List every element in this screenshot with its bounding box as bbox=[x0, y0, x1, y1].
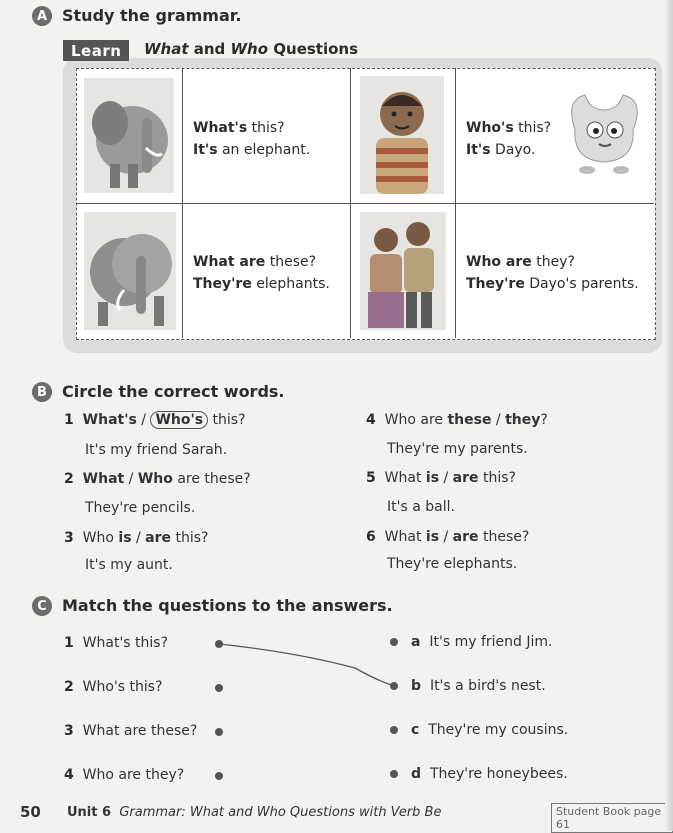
cell-question-bold: Who's bbox=[466, 120, 514, 136]
answer-text: They're my cousins. bbox=[428, 722, 569, 738]
elephants-image bbox=[84, 212, 176, 330]
answer-text: They're honeybees. bbox=[429, 766, 568, 782]
question-text: Who are they? bbox=[82, 767, 185, 783]
option-is[interactable]: is bbox=[118, 530, 132, 546]
match-answer-d bbox=[411, 766, 568, 782]
item-number: 4 bbox=[64, 767, 74, 783]
table-divider bbox=[76, 203, 654, 204]
mascot-image bbox=[555, 80, 653, 178]
option-whats[interactable]: What's bbox=[82, 412, 137, 428]
exercise-b-5 bbox=[366, 470, 516, 486]
exercise-b-6-answer: They're elephants. bbox=[387, 556, 518, 572]
grammar-cell-4 bbox=[466, 251, 639, 295]
cell-question-bold: What are bbox=[193, 254, 266, 270]
exercise-b-2-answer: They're pencils. bbox=[85, 500, 196, 516]
cell-question-rest: these? bbox=[265, 254, 317, 270]
learn-title-and: and bbox=[188, 40, 231, 58]
exercise-b-2 bbox=[64, 471, 251, 487]
match-question-2 bbox=[64, 679, 163, 695]
learn-title-who: Who bbox=[230, 40, 269, 58]
learn-title-what: What bbox=[144, 40, 189, 58]
exercise-b-5-answer: It's a ball. bbox=[387, 499, 455, 515]
item-number: 5 bbox=[366, 470, 376, 486]
exercise-b-6 bbox=[366, 529, 529, 545]
cell-question-rest: this? bbox=[247, 120, 285, 136]
item-number: 3 bbox=[64, 530, 74, 546]
match-line bbox=[215, 638, 400, 692]
option-separator: / bbox=[491, 412, 506, 428]
exercise-b-4-answer: They're my parents. bbox=[387, 441, 528, 457]
option-separator: / bbox=[131, 530, 146, 546]
option-who[interactable]: Who bbox=[137, 471, 173, 487]
answer-letter: b bbox=[411, 678, 422, 694]
match-dot-q3[interactable] bbox=[215, 728, 223, 736]
cell-answer-rest: an elephant. bbox=[217, 142, 311, 158]
item-number: 2 bbox=[64, 679, 74, 695]
item-number: 2 bbox=[64, 471, 74, 487]
item-number: 3 bbox=[64, 723, 74, 739]
cell-answer-bold: It's bbox=[466, 142, 491, 158]
match-answer-c bbox=[411, 722, 568, 738]
section-c-title: Match the questions to the answers. bbox=[62, 596, 393, 615]
item-number: 6 bbox=[366, 529, 376, 545]
unit-label: Unit 6 bbox=[67, 805, 112, 820]
item-number: 1 bbox=[64, 635, 74, 651]
grammar-cell-1 bbox=[193, 117, 310, 161]
answer-letter: d bbox=[411, 766, 422, 782]
elephant-image bbox=[84, 78, 174, 193]
option-whos[interactable]: Who's bbox=[150, 411, 208, 429]
question-rest: this? bbox=[171, 530, 209, 546]
question-rest: ? bbox=[540, 412, 548, 428]
cell-question-bold: What's bbox=[193, 120, 248, 136]
cell-answer-rest: Dayo. bbox=[490, 142, 536, 158]
option-is[interactable]: is bbox=[425, 470, 440, 486]
question-start: Who are bbox=[384, 412, 448, 428]
answer-letter: c bbox=[411, 722, 420, 738]
question-rest: these? bbox=[478, 529, 530, 545]
option-are[interactable]: are bbox=[145, 530, 172, 546]
question-text: Who's this? bbox=[82, 679, 163, 695]
answer-text: It's my friend Jim. bbox=[429, 634, 553, 650]
option-separator: / bbox=[439, 529, 453, 545]
dayo-boy-image bbox=[360, 76, 444, 194]
exercise-b-1 bbox=[64, 412, 246, 428]
option-what[interactable]: What bbox=[82, 471, 125, 487]
page-edge bbox=[665, 0, 673, 831]
answer-text: It's a bird's nest. bbox=[429, 678, 546, 694]
question-text: What are these? bbox=[82, 723, 198, 739]
section-a-badge: A bbox=[32, 6, 52, 26]
cell-question-bold: Who are bbox=[466, 254, 532, 270]
learn-tab: Learn bbox=[63, 40, 129, 61]
cell-answer-bold: They're bbox=[193, 276, 252, 292]
option-separator: / bbox=[136, 412, 151, 428]
match-dot-q4[interactable] bbox=[215, 772, 223, 780]
match-answer-a bbox=[411, 634, 552, 650]
option-is[interactable]: is bbox=[425, 529, 440, 545]
match-question-4 bbox=[64, 767, 184, 783]
parents-image bbox=[360, 212, 446, 330]
item-number: 4 bbox=[366, 412, 376, 428]
match-question-1 bbox=[64, 635, 168, 651]
section-b-title: Circle the correct words. bbox=[62, 382, 285, 401]
question-text: What's this? bbox=[82, 635, 169, 651]
cell-answer-bold: It's bbox=[193, 142, 218, 158]
item-number: 1 bbox=[64, 412, 74, 428]
question-rest: this? bbox=[478, 470, 516, 486]
cell-answer-rest: Dayo's parents. bbox=[524, 276, 639, 292]
exercise-b-1-answer: It's my friend Sarah. bbox=[85, 442, 228, 458]
grammar-cell-3 bbox=[193, 251, 330, 295]
question-rest: are these? bbox=[172, 471, 251, 487]
cell-answer-bold: They're bbox=[466, 276, 525, 292]
section-c-badge: C bbox=[32, 596, 52, 616]
section-b-badge: B bbox=[32, 382, 52, 402]
learn-title bbox=[144, 40, 358, 58]
option-separator: / bbox=[439, 470, 453, 486]
option-are[interactable]: are bbox=[452, 529, 479, 545]
match-answer-b bbox=[411, 678, 546, 694]
option-these[interactable]: these bbox=[447, 412, 492, 428]
match-dot-c[interactable] bbox=[390, 726, 398, 734]
learn-title-rest: Questions bbox=[268, 40, 359, 58]
cell-question-rest: this? bbox=[513, 120, 552, 136]
grammar-cell-2 bbox=[466, 117, 551, 161]
question-start: Who bbox=[82, 530, 119, 546]
page-number: 50 bbox=[20, 803, 41, 821]
section-a-title: Study the grammar. bbox=[62, 6, 242, 25]
exercise-b-3 bbox=[64, 530, 208, 546]
question-start: What bbox=[384, 470, 426, 486]
footer-unit bbox=[67, 805, 441, 820]
match-dot-d[interactable] bbox=[390, 770, 398, 778]
student-book-reference: Student Book page 61 bbox=[551, 803, 673, 833]
option-are[interactable]: are bbox=[452, 470, 479, 486]
match-question-3 bbox=[64, 723, 197, 739]
option-they[interactable]: they bbox=[505, 412, 541, 428]
option-separator: / bbox=[124, 471, 138, 487]
cell-question-rest: they? bbox=[531, 254, 575, 270]
exercise-b-4 bbox=[366, 412, 548, 428]
exercise-b-3-answer: It's my aunt. bbox=[85, 557, 173, 573]
answer-letter: a bbox=[411, 634, 421, 650]
question-start: What bbox=[384, 529, 426, 545]
unit-subtitle: Grammar: What and Who Questions with Verb Be bbox=[119, 805, 442, 820]
question-rest: this? bbox=[208, 412, 246, 428]
cell-answer-rest: elephants. bbox=[251, 276, 330, 292]
